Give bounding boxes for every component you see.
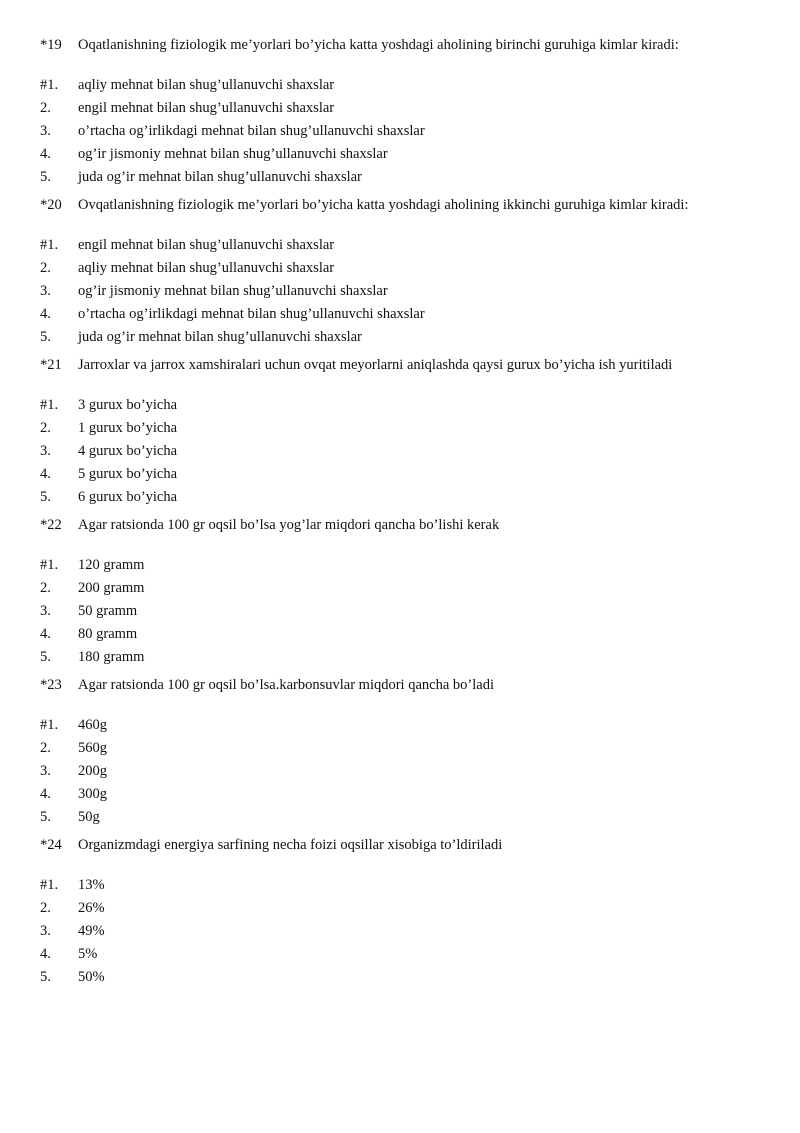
- option-number: 2.: [40, 580, 51, 596]
- option-number: #1.: [40, 877, 59, 893]
- option-number: 3.: [40, 283, 51, 299]
- option-number: 2.: [40, 420, 51, 436]
- option-text: engil mehnat bilan shug’ullanuvchi shaxslar: [78, 237, 335, 253]
- option-item: [40, 143, 780, 165]
- question-number: *21: [40, 357, 62, 373]
- option-number: 5.: [40, 329, 51, 345]
- option-item: [40, 600, 780, 622]
- option-text: og’ir jismoniy mehnat bilan shug’ullanuvchi shaxslar: [78, 283, 388, 299]
- option-text: 13%: [78, 877, 105, 893]
- option-item: [40, 623, 780, 645]
- option-text: o’rtacha og’irlikdagi mehnat bilan shug’ullanuvchi shaxslar: [78, 123, 425, 139]
- option-text: 120 gramm: [78, 557, 145, 573]
- option-text: 1 gurux bo’yicha: [78, 420, 178, 436]
- question-text: Agar ratsionda 100 gr oqsil bo’lsa.karbonsuvlar miqdori qancha bo’ladi: [78, 677, 494, 693]
- question-number: *20: [40, 197, 62, 213]
- option-item: [40, 577, 780, 599]
- option-text: o’rtacha og’irlikdagi mehnat bilan shug’ullanuvchi shaxslar: [78, 306, 425, 322]
- option-text: og’ir jismoniy mehnat bilan shug’ullanuvchi shaxslar: [78, 146, 388, 162]
- option-number: 4.: [40, 466, 51, 482]
- option-text: 5%: [78, 946, 98, 962]
- question-21: [40, 354, 780, 376]
- option-text: 460g: [78, 717, 107, 733]
- option-item: [40, 920, 780, 942]
- option-number: #1.: [40, 77, 59, 93]
- option-text: aqliy mehnat bilan shug’ullanuvchi shaxslar: [78, 260, 335, 276]
- option-number: 3.: [40, 603, 51, 619]
- option-item: [40, 897, 780, 919]
- option-number: 4.: [40, 946, 51, 962]
- option-item: [40, 783, 780, 805]
- option-text: 180 gramm: [78, 649, 145, 665]
- option-number: 5.: [40, 489, 51, 505]
- option-number: 4.: [40, 146, 51, 162]
- option-number: 3.: [40, 123, 51, 139]
- question-19: [40, 34, 780, 56]
- option-number: #1.: [40, 397, 59, 413]
- question-number: *23: [40, 677, 62, 693]
- question-text: Ovqatlanishning fiziologik me’yorlari bo’yicha katta yoshdagi aholining ikkinchi guruhiga kimlar kiradi:: [78, 197, 689, 213]
- option-number: 2.: [40, 100, 51, 116]
- option-item: [40, 646, 780, 668]
- option-item: [40, 943, 780, 965]
- option-item: [40, 280, 780, 302]
- question-text: Oqatlanishning fiziologik me’yorlari bo’yicha katta yoshdagi aholining birinchi guruhiga kimlar kiradi:: [78, 37, 679, 53]
- question-text: Organizmdagi energiya sarfining necha foizi oqsillar xisobiga to’ldiriladi: [78, 837, 503, 853]
- option-text: 4 gurux bo’yicha: [78, 443, 178, 459]
- option-item: [40, 120, 780, 142]
- option-item: [40, 166, 780, 188]
- option-text: 300g: [78, 786, 107, 802]
- option-text: 26%: [78, 900, 105, 916]
- option-item: [40, 303, 780, 325]
- option-item: [40, 806, 780, 828]
- question-20: [40, 194, 780, 216]
- option-number: #1.: [40, 237, 59, 253]
- option-text: 49%: [78, 923, 105, 939]
- option-text: 50 gramm: [78, 603, 138, 619]
- option-item: [40, 394, 780, 416]
- option-item: [40, 714, 780, 736]
- option-item: [40, 97, 780, 119]
- question-number: *22: [40, 517, 62, 533]
- option-number: 4.: [40, 306, 51, 322]
- option-number: 5.: [40, 809, 51, 825]
- question-23: [40, 674, 780, 696]
- option-text: 50g: [78, 809, 100, 825]
- option-text: 6 gurux bo’yicha: [78, 489, 178, 505]
- option-text: 5 gurux bo’yicha: [78, 466, 178, 482]
- option-number: 2.: [40, 900, 51, 916]
- option-number: 4.: [40, 626, 51, 642]
- option-text: aqliy mehnat bilan shug’ullanuvchi shaxslar: [78, 77, 335, 93]
- option-text: juda og’ir mehnat bilan shug’ullanuvchi shaxslar: [78, 329, 362, 345]
- option-number: 2.: [40, 740, 51, 756]
- option-number: 2.: [40, 260, 51, 276]
- option-item: [40, 760, 780, 782]
- option-text: 50%: [78, 969, 105, 985]
- option-number: #1.: [40, 717, 59, 733]
- option-item: [40, 440, 780, 462]
- option-item: [40, 74, 780, 96]
- option-item: [40, 966, 780, 988]
- option-number: 5.: [40, 969, 51, 985]
- option-text: 80 gramm: [78, 626, 138, 642]
- question-22: [40, 514, 780, 536]
- option-item: [40, 737, 780, 759]
- option-item: [40, 326, 780, 348]
- option-text: 3 gurux bo’yicha: [78, 397, 178, 413]
- option-number: 5.: [40, 169, 51, 185]
- option-number: 4.: [40, 786, 51, 802]
- option-number: 3.: [40, 443, 51, 459]
- question-24: [40, 834, 780, 856]
- option-text: juda og’ir mehnat bilan shug’ullanuvchi shaxslar: [78, 169, 362, 185]
- question-number: *24: [40, 837, 62, 853]
- option-number: #1.: [40, 557, 59, 573]
- option-item: [40, 554, 780, 576]
- option-number: 3.: [40, 923, 51, 939]
- question-text: Agar ratsionda 100 gr oqsil bo’lsa yog’lar miqdori qancha bo’lishi kerak: [78, 517, 500, 533]
- option-item: [40, 874, 780, 896]
- option-item: [40, 463, 780, 485]
- option-item: [40, 417, 780, 439]
- option-text: 560g: [78, 740, 107, 756]
- option-number: 5.: [40, 649, 51, 665]
- option-text: 200 gramm: [78, 580, 145, 596]
- question-text: Jarroxlar va jarrox xamshiralari uchun ovqat meyorlarni aniqlashda qaysi gurux bo’yicha ish yuritiladi: [78, 357, 673, 373]
- option-text: engil mehnat bilan shug’ullanuvchi shaxslar: [78, 100, 335, 116]
- option-item: [40, 257, 780, 279]
- option-text: 200g: [78, 763, 107, 779]
- question-number: *19: [40, 37, 62, 53]
- option-item: [40, 234, 780, 256]
- option-number: 3.: [40, 763, 51, 779]
- option-item: [40, 486, 780, 508]
